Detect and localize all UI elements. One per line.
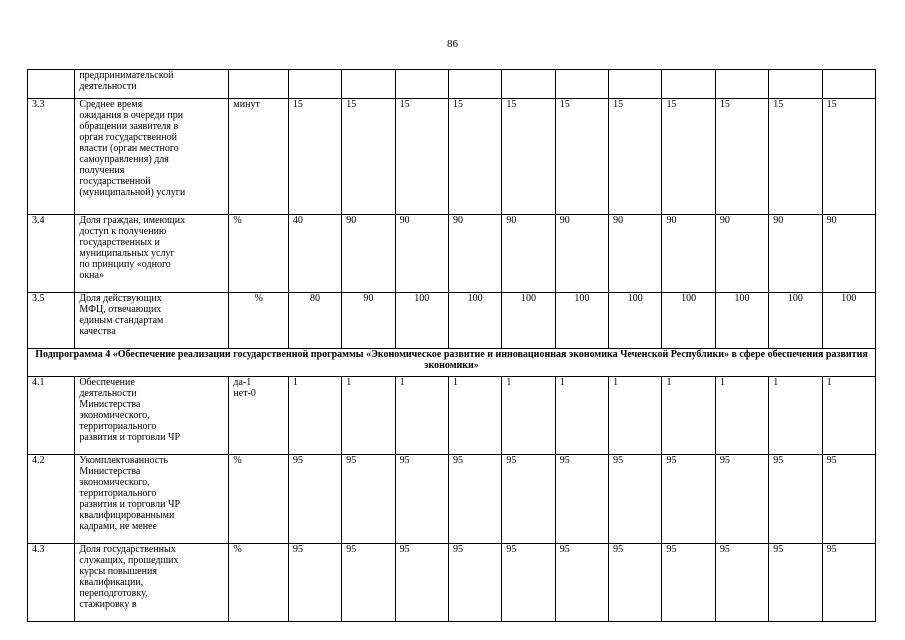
table-row	[28, 99, 876, 215]
value-cell: 100	[395, 293, 448, 349]
row-number: 3.4	[28, 215, 75, 293]
value-cell: 90	[448, 215, 501, 293]
value-cell: 1	[395, 377, 448, 455]
unit-cell: %	[229, 293, 288, 349]
value-cell: 100	[822, 293, 875, 349]
indicators-table	[27, 69, 876, 622]
value-cell: 1	[715, 377, 768, 455]
table-row	[28, 293, 876, 349]
value-cell: 100	[555, 293, 608, 349]
indicator-name: предпринимательской деятельности	[75, 70, 229, 99]
value-cell: 95	[288, 544, 341, 622]
value-cell: 1	[342, 377, 395, 455]
value-cell: 1	[662, 377, 715, 455]
value-cell	[769, 70, 822, 99]
value-cell: 90	[769, 215, 822, 293]
indicator-name: Укомплектованность Министерства экономического, территориального развития и торговли ЧР квалифицированными кадрами, не менее	[75, 455, 229, 544]
value-cell: 15	[502, 99, 555, 215]
value-cell: 80	[288, 293, 341, 349]
value-cell	[342, 70, 395, 99]
value-cell: 95	[715, 455, 768, 544]
row-number: 4.2	[28, 455, 75, 544]
value-cell: 95	[662, 544, 715, 622]
value-cell: 100	[448, 293, 501, 349]
value-cell: 100	[662, 293, 715, 349]
unit-cell: да-1 нет-0	[229, 377, 288, 455]
value-cell	[288, 70, 341, 99]
value-cell: 90	[342, 293, 395, 349]
value-cell: 90	[502, 215, 555, 293]
indicator-name: Среднее время ожидания в очереди при обращении заявителя в орган государственной власти (орган местного самоуправления) для получения государственной (муниципальной) услуги	[75, 99, 229, 215]
table-row	[28, 215, 876, 293]
value-cell: 1	[769, 377, 822, 455]
value-cell: 40	[288, 215, 341, 293]
value-cell	[715, 70, 768, 99]
value-cell: 95	[822, 544, 875, 622]
value-cell: 95	[288, 455, 341, 544]
unit-cell: %	[229, 544, 288, 622]
value-cell: 100	[609, 293, 662, 349]
table-row	[28, 544, 876, 622]
value-cell: 90	[662, 215, 715, 293]
value-cell: 95	[502, 544, 555, 622]
value-cell: 95	[448, 544, 501, 622]
value-cell	[662, 70, 715, 99]
value-cell: 90	[822, 215, 875, 293]
value-cell: 95	[555, 544, 608, 622]
value-cell: 95	[609, 455, 662, 544]
unit-cell: %	[229, 455, 288, 544]
value-cell: 1	[555, 377, 608, 455]
unit-cell	[229, 70, 288, 99]
indicator-name: Доля действующих МФЦ, отвечающих единым стандартам качества	[75, 293, 229, 349]
value-cell: 1	[609, 377, 662, 455]
value-cell: 15	[769, 99, 822, 215]
value-cell: 95	[342, 544, 395, 622]
value-cell: 95	[822, 455, 875, 544]
value-cell: 15	[822, 99, 875, 215]
indicator-name: Доля граждан, имеющих доступ к получению государственных и муниципальных услуг по принципу «одного окна»	[75, 215, 229, 293]
value-cell: 15	[609, 99, 662, 215]
subprogram-header: Подпрограмма 4 «Обеспечение реализации государственной программы «Экономическое развитие и инновационная экономика Чеченской Республики» в сфере обеспечения развития экономики»	[28, 349, 876, 377]
value-cell: 15	[342, 99, 395, 215]
row-number: 4.1	[28, 377, 75, 455]
value-cell: 1	[502, 377, 555, 455]
value-cell: 1	[288, 377, 341, 455]
value-cell: 90	[609, 215, 662, 293]
value-cell: 90	[555, 215, 608, 293]
row-number: 3.3	[28, 99, 75, 215]
table-row	[28, 70, 876, 99]
value-cell: 90	[342, 215, 395, 293]
unit-cell: минут	[229, 99, 288, 215]
value-cell: 100	[769, 293, 822, 349]
value-cell	[609, 70, 662, 99]
value-cell: 100	[715, 293, 768, 349]
value-cell: 95	[609, 544, 662, 622]
value-cell: 95	[342, 455, 395, 544]
value-cell: 1	[448, 377, 501, 455]
row-number: 3.5	[28, 293, 75, 349]
value-cell: 15	[662, 99, 715, 215]
value-cell: 95	[448, 455, 501, 544]
page-number: 86	[447, 38, 458, 50]
value-cell: 95	[769, 455, 822, 544]
value-cell: 95	[769, 544, 822, 622]
value-cell: 15	[395, 99, 448, 215]
indicator-name: Обеспечение деятельности Министерства экономического, территориального развития и торговли ЧР	[75, 377, 229, 455]
value-cell: 1	[822, 377, 875, 455]
value-cell: 15	[555, 99, 608, 215]
value-cell: 95	[502, 455, 555, 544]
value-cell: 100	[502, 293, 555, 349]
unit-cell: %	[229, 215, 288, 293]
value-cell	[822, 70, 875, 99]
value-cell	[555, 70, 608, 99]
row-number	[28, 70, 75, 99]
value-cell	[502, 70, 555, 99]
value-cell: 90	[395, 215, 448, 293]
row-number: 4.3	[28, 544, 75, 622]
value-cell: 95	[662, 455, 715, 544]
value-cell: 95	[715, 544, 768, 622]
section-header-row	[28, 349, 876, 377]
indicator-name: Доля государственных служащих, прошедших курсы повышения квалификации, переподготовку, стажировку в	[75, 544, 229, 622]
value-cell: 95	[395, 544, 448, 622]
table-row	[28, 377, 876, 455]
value-cell	[395, 70, 448, 99]
value-cell: 15	[288, 99, 341, 215]
table-row	[28, 455, 876, 544]
value-cell: 95	[555, 455, 608, 544]
value-cell: 15	[715, 99, 768, 215]
value-cell: 95	[395, 455, 448, 544]
value-cell: 90	[715, 215, 768, 293]
value-cell: 15	[448, 99, 501, 215]
value-cell	[448, 70, 501, 99]
